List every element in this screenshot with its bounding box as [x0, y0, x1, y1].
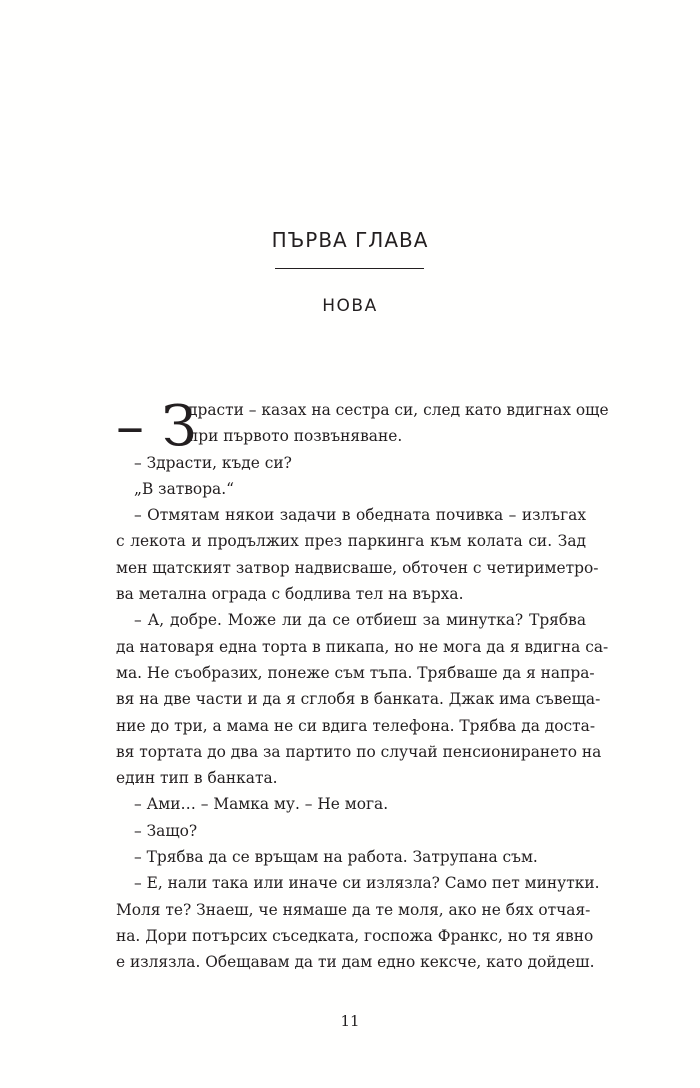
text-line-2: при първото позвъняване. [188, 427, 403, 446]
page-number: 11 [340, 1012, 360, 1030]
text-line-4: „В затвора.“ [134, 479, 234, 498]
text-line-13: ние до три, а мама не си вдига телефона. Трябва да доста- [116, 716, 596, 735]
text-line-11: ма. Не съобразих, понеже съм тъпа. Трябваше да я напра- [116, 663, 595, 682]
text-line-15: един тип в банката. [116, 769, 278, 788]
text-line-1: драсти – казах на сестра си, след като вдигнах още [188, 401, 609, 419]
text-line-8: ва метална ограда с бодлива тел на върха. [116, 585, 464, 604]
body-text [116, 394, 609, 976]
text-line-16: – Ами… – Мамка му. – Не мога. [134, 795, 389, 814]
text-line-17: – Защо? [134, 821, 198, 840]
text-line-3: – Здрасти, къде си? [134, 453, 292, 472]
text-line-14: вя тортата до два за партито по случай пенсионирането на [116, 742, 602, 761]
text-line-18: – Трябва да се връщам на работа. Затрупана съм. [134, 848, 538, 867]
text-line-6: с лекота и продължих през паркинга към колата си. Зад [116, 532, 586, 551]
text-line-10: да натоваря една торта в пикапа, но не мога да я вдигна са- [116, 637, 609, 656]
text-line-22: е излязла. Обещавам да ти дам едно кексче, като дойдеш. [116, 953, 595, 972]
chapter-title: ПЪРВА ГЛАВА [271, 228, 429, 252]
text-line-12: вя на две части и да я сглобя в банката. Джак има съвеща- [116, 690, 601, 709]
text-line-9: – А, добре. Може ли да се отбиеш за минутка? Трябва [134, 611, 586, 630]
drop-cap: – З [116, 394, 197, 459]
chapter-subtitle: НОВА [322, 296, 378, 316]
text-line-5: – Отмятам някои задачи в обедната почивка – излъгах [134, 506, 586, 525]
text-line-7: мен щатският затвор надвисваше, обточен с четириметро- [116, 558, 599, 577]
text-line-20: Моля те? Знаеш, че нямаше да те моля, ако не бях отчая- [116, 900, 591, 919]
chapter-title-rule [275, 268, 424, 269]
text-line-19: – Е, нали така или иначе си излязла? Само пет минутки. [134, 874, 600, 893]
text-line-21: на. Дори потърсих съседката, госпожа Франкс, но тя явно [116, 926, 594, 945]
